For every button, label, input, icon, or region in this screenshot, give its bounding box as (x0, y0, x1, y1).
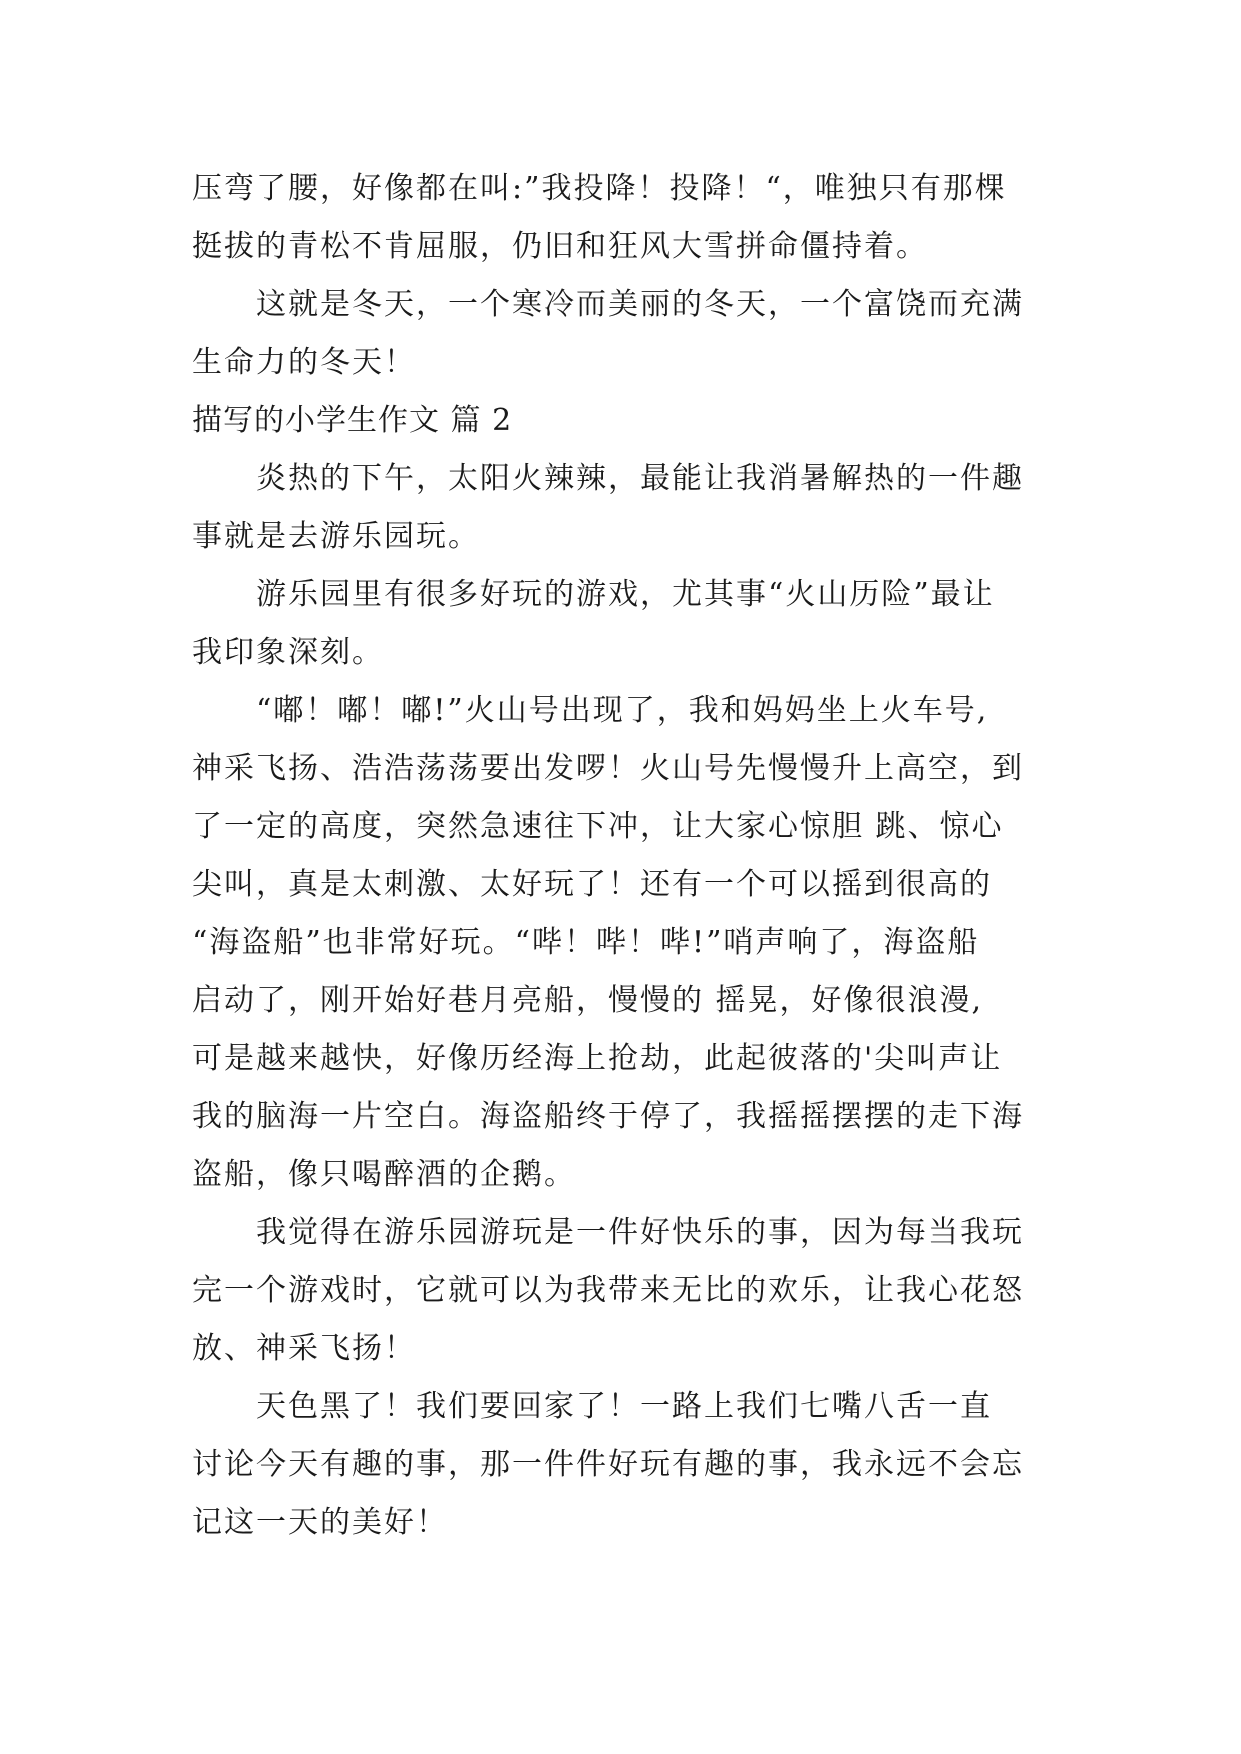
text-line: 尖叫，真是太刺激、太好玩了！还有一个可以摇到很高的 (192, 867, 992, 902)
text-line: 我印象深刻。 (192, 635, 384, 670)
paragraph-start: 天色黑了！我们要回家了！一路上我们七嘴八舌一直 (256, 1389, 992, 1424)
paragraph-start: “嘟！嘟！嘟!”火山号出现了，我和妈妈坐上火车号, (256, 693, 989, 728)
text-line: 盗船，像只喝醉酒的企鹅。 (192, 1157, 576, 1192)
text-line: 神采飞扬、浩浩荡荡要出发啰！火山号先慢慢升上高空，到 (192, 751, 1024, 786)
text-line: 启动了，刚开始好巷月亮船，慢慢的 摇晃，好像很浪漫, (192, 983, 984, 1018)
text-line: 记这一天的美好！ (192, 1505, 448, 1540)
section-heading: 描写的小学生作文 篇 2 (192, 403, 513, 438)
text-line: 可是越来越快，好像历经海上抢劫，此起彼落的'尖叫声让 (192, 1041, 1003, 1076)
paragraph-start: 我觉得在游乐园游玩是一件好快乐的事，因为每当我玩 (256, 1215, 1024, 1250)
text-line: 生命力的冬天！ (192, 345, 416, 380)
document-page (192, 160, 1062, 1552)
text-line: 事就是去游乐园玩。 (192, 519, 480, 554)
text-line: 压弯了腰，好像都在叫:”我投降！投降！“，唯独只有那棵 (192, 171, 1007, 206)
text-line: 讨论今天有趣的事，那一件件好玩有趣的事，我永远不会忘 (192, 1447, 1024, 1482)
text-line: “海盗船”也非常好玩。“哔！哔！哔!”哨声响了，海盗船 (192, 925, 980, 960)
text-line: 我的脑海一片空白。海盗船终于停了，我摇摇摆摆的走下海 (192, 1099, 1024, 1134)
text-line: 完一个游戏时，它就可以为我带来无比的欢乐，让我心花怒 (192, 1273, 1024, 1308)
paragraph-start: 这就是冬天，一个寒冷而美丽的冬天，一个富饶而充满 (256, 287, 1024, 322)
text-line: 放、神采飞扬！ (192, 1331, 416, 1366)
text-line: 挺拔的青松不肯屈服，仍旧和狂风大雪拼命僵持着。 (192, 229, 928, 264)
paragraph-start: 炎热的下午，太阳火辣辣，最能让我消暑解热的一件趣 (256, 461, 1024, 496)
paragraph-start: 游乐园里有很多好玩的游戏，尤其事“火山历险”最让 (256, 577, 995, 612)
text-line: 了一定的高度，突然急速往下冲，让大家心惊胆 跳、惊心 (192, 809, 1004, 844)
